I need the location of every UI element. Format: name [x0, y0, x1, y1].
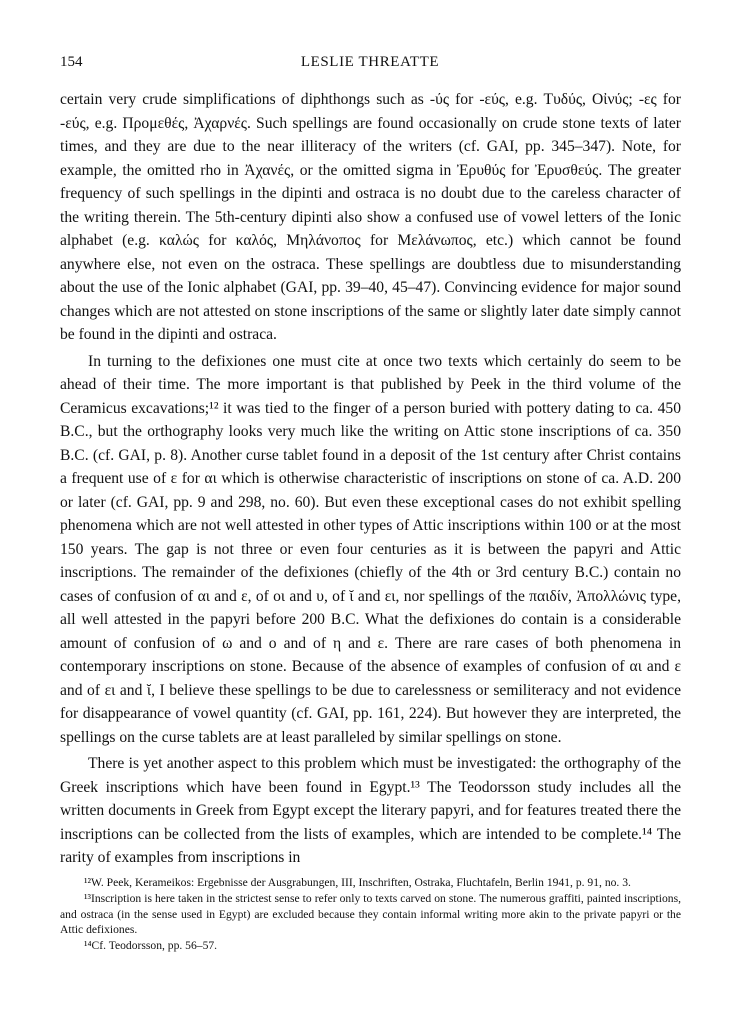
running-head: LESLIE THREATTE	[300, 54, 440, 70]
footnote-14: ¹⁴Cf. Teodorsson, pp. 56–57.	[84, 939, 218, 953]
paragraph-1: certain very crude simplifications of diphthongs such as -ύς for -εύς, e.g. Τυδύς, Οἰνύς; -ες for -εύς, e.g. Προμεθές, Ἀχαρνές. Such spellings are found occasionally on crude stone texts of later times, and they are due to the near illiteracy of the writers (cf. GAI, pp. 345–347). Note, for example, the omitted rho in Ἀχανές, or the omitted sigma in Ἐρυθύς for Ἐρυσθεύς. The greater frequency of such spellings in the dipinti and ostraca is no doubt due to the careless character of the writing therein. The 5th-century dipinti also show a confused use of vowel letters of the Ionic alphabet (e.g. καλώς for καλός, Μηλάνοπος for Μελάνωπος, etc.) which cannot be found anywhere else, not even on the ostraca. These spellings are doubtless due to misunderstanding about the use of the Ionic alphabet (GAI, pp. 39–40, 45–47). Convincing evidence for major sound changes which are not attested on stone inscriptions of the same or slightly later date simply cannot be found in the dipinti and ostraca.	[60, 91, 681, 343]
footnotes	[60, 875, 681, 954]
body-text	[60, 88, 681, 870]
page-header	[60, 54, 680, 78]
paragraph-3: There is yet another aspect to this problem which must be investigated: the orthography of the Greek inscriptions which have been found in Egypt.¹³ The Teodorsson study includes all the written documents in Greek from Egypt except the literary papyri, and for features treated there the inscriptions can be collected from the lists of examples, which are intended to be complete.¹⁴ The rarity of examples from inscriptions in	[60, 755, 681, 866]
page-number: 154	[60, 54, 83, 70]
paragraph-2: In turning to the defixiones one must cite at once two texts which certainly do seem to be ahead of their time. The more important is that published by Peek in the third volume of the Ceramicus excavations;¹² it was tied to the finger of a person buried with pottery dating to ca. 450 B.C., but the orthography looks very much like the writing on Attic stone inscriptions of ca. 350 B.C. (cf. GAI, p. 8). Another curse tablet found in a deposit of the 1st century after Christ contains a frequent use of ε for αι which is otherwise characteristic of inscriptions on stone of ca. A.D. 200 or later (cf. GAI, pp. 9 and 298, no. 60). But even these exceptional cases do not exhibit spelling phenomena which are not well attested in other types of Attic inscriptions within 100 or at the most 150 years. The gap is not three or even four centuries as it is between the papyri and Attic inscriptions. The remainder of the defixiones (chiefly of the 4th or 3rd century B.C.) contain no cases of confusion of αι and ε, of οι and υ, of ῐ and ει, nor spellings of the παιδίν, Ἀπολλώνις type, all well attested in the papyri before 200 B.C. What the defixiones do contain is a considerable amount of confusion of ω and ο and of η and ε. There are rare cases of both phenomena in contemporary inscriptions on stone. Because of the absence of examples of confusion of αι and ε and of ει and ῐ, I believe these spellings to be due to carelessness or semiliteracy and not evidence for disappearance of vowel quantity (cf. GAI, pp. 161, 224). But however they are interpreted, the spellings on the curse tablets are at least paralleled by similar spellings on stone.	[60, 352, 681, 746]
footnote-12: ¹²W. Peek, Kerameikos: Ergebnisse der Ausgrabungen, III, Inschriften, Ostraka, Fluchtafeln, Berlin 1941, p. 91, no. 3.	[84, 876, 631, 889]
footnote-13: ¹³Inscription is here taken in the strictest sense to refer only to texts carved on stone. The numerous graffiti, painted inscriptions, and ostraca (in the sense used in Egypt) are excluded because they contain informal writing more akin to the private papyri or the Attic defixiones.	[60, 892, 681, 936]
